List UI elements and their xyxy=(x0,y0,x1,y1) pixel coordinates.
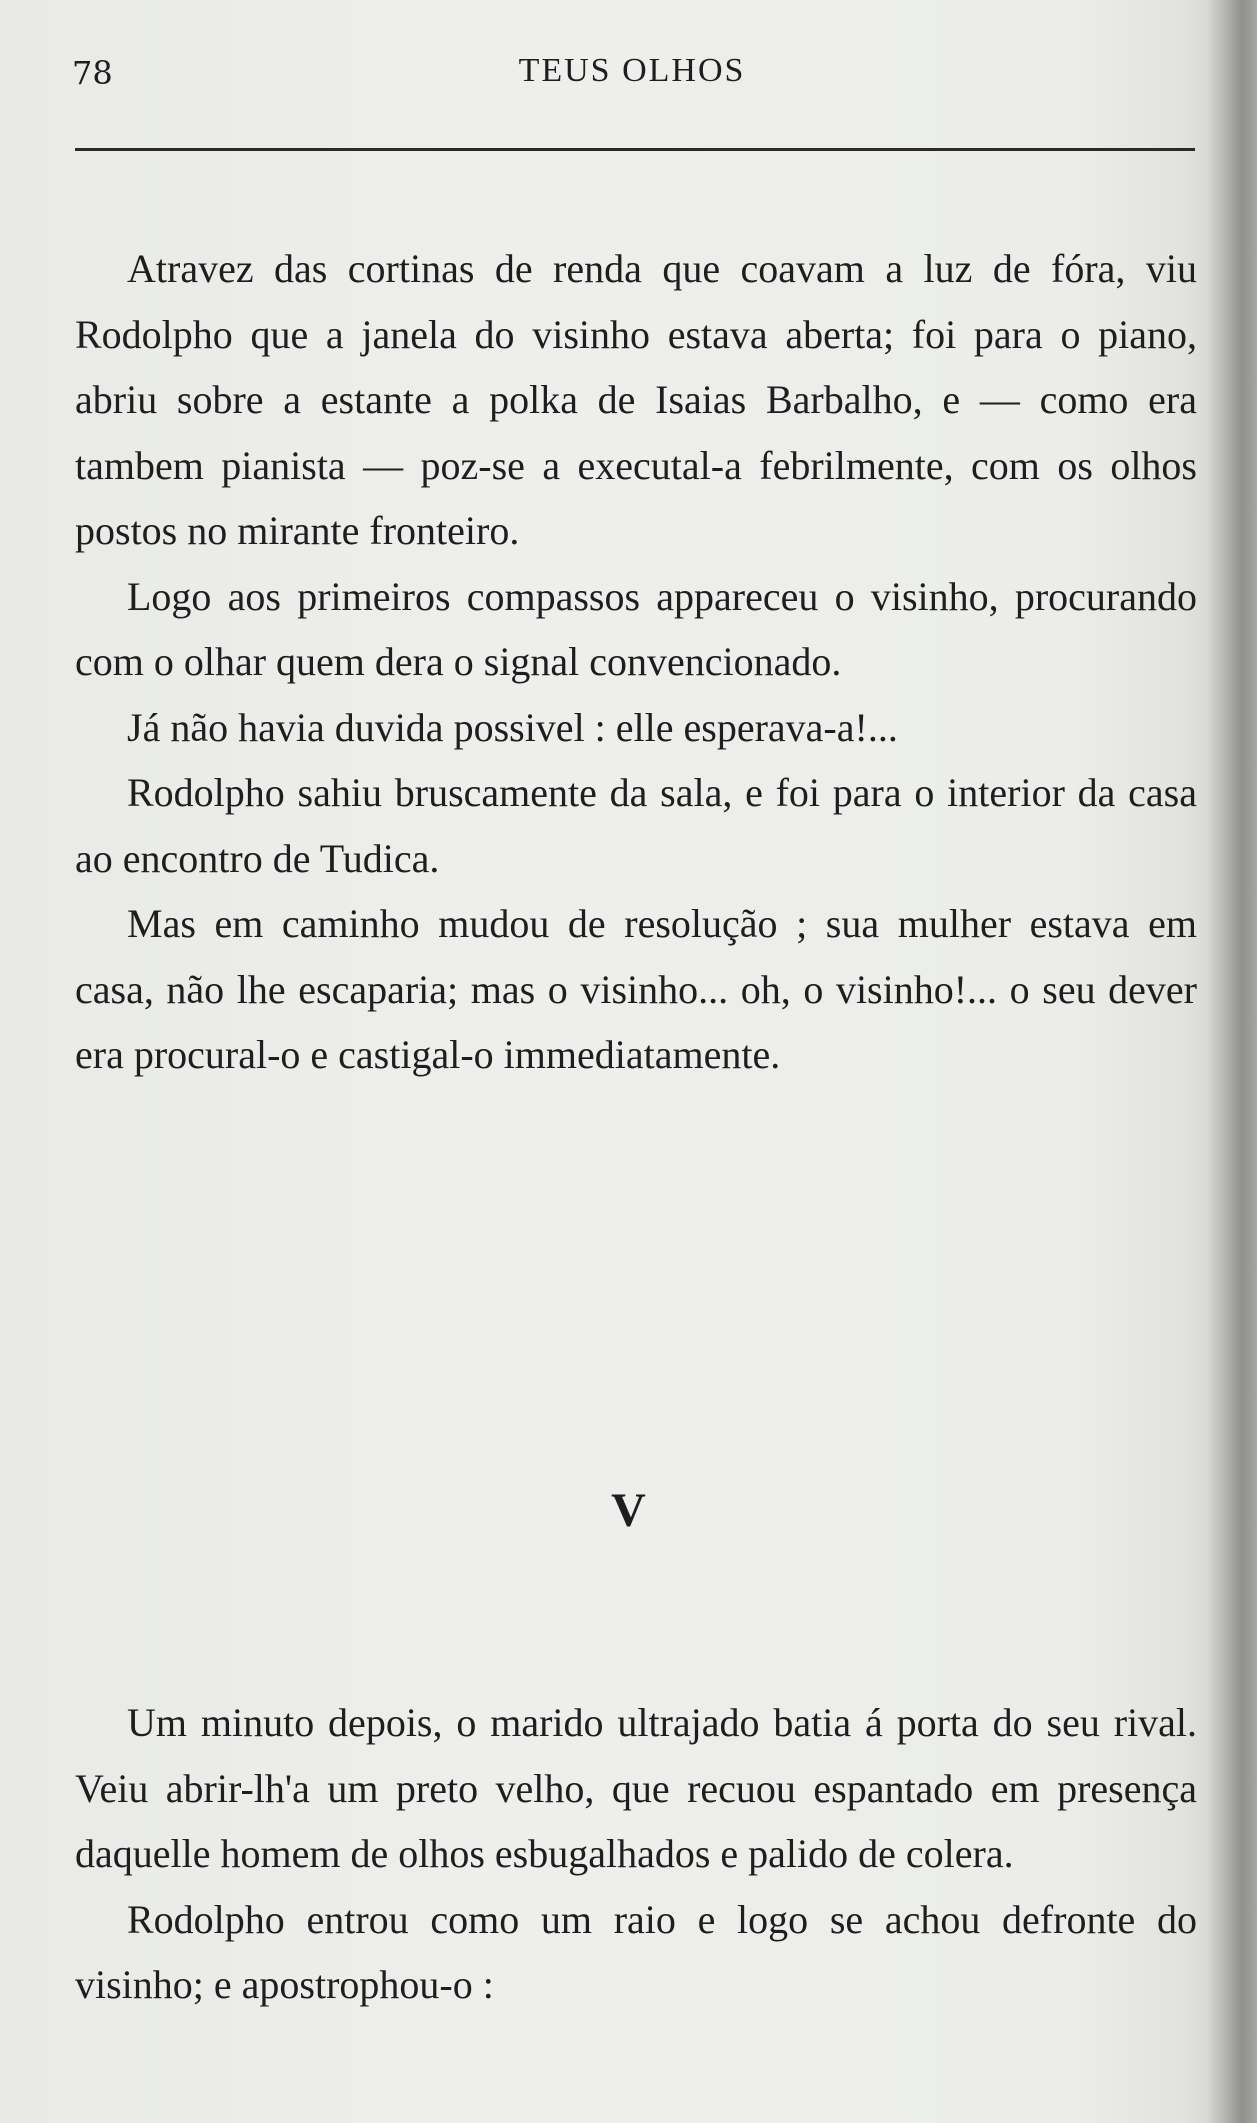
paragraph: Rodolpho entrou como um raio e logo se achou defronte do visinho; e apostrophou-o : xyxy=(75,1896,1197,2007)
page-number: 78 xyxy=(72,54,113,92)
paragraph: Um minuto depois, o marido ultrajado batia á porta do seu rival. Veiu abrir-lh'a um preto velho, que recuou espantado em presença daquelle homem de olhos esbugalhados e palido de colera. xyxy=(75,1700,1197,1876)
text-section-1 xyxy=(75,236,1197,1088)
paragraph: Já não havia duvida possivel : elle esperava-a!... xyxy=(127,704,898,750)
running-title: TEUS OLHOS xyxy=(518,52,746,89)
paragraph: Logo aos primeiros compassos appareceu o visinho, procurando com o olhar quem dera o signal convencionado. xyxy=(75,573,1197,684)
paragraph: Rodolpho sahiu bruscamente da sala, e foi para o interior da casa ao encontro de Tudica. xyxy=(75,770,1197,881)
paragraph: Mas em caminho mudou de resolução ; sua mulher estava em casa, não lhe escaparia; mas o visinho... oh, o visinho!... o seu dever era procural-o e castigal-o immediatamente. xyxy=(75,901,1197,1077)
header-rule xyxy=(75,148,1195,151)
chapter-heading: V xyxy=(611,1484,646,1537)
text-section-2 xyxy=(75,1690,1197,2018)
paragraph: Atravez das cortinas de renda que coavam a luz de fóra, viu Rodolpho que a janela do visinho estava aberta; foi para o piano, abriu sobre a estante a polka de Isaias Barbalho, e — como era tambem pianista — poz-se a executal-a febrilmente, com os olhos postos no mirante fronteiro. xyxy=(75,246,1197,553)
page-edge-shadow xyxy=(1207,0,1257,2123)
page-header xyxy=(72,48,1192,98)
